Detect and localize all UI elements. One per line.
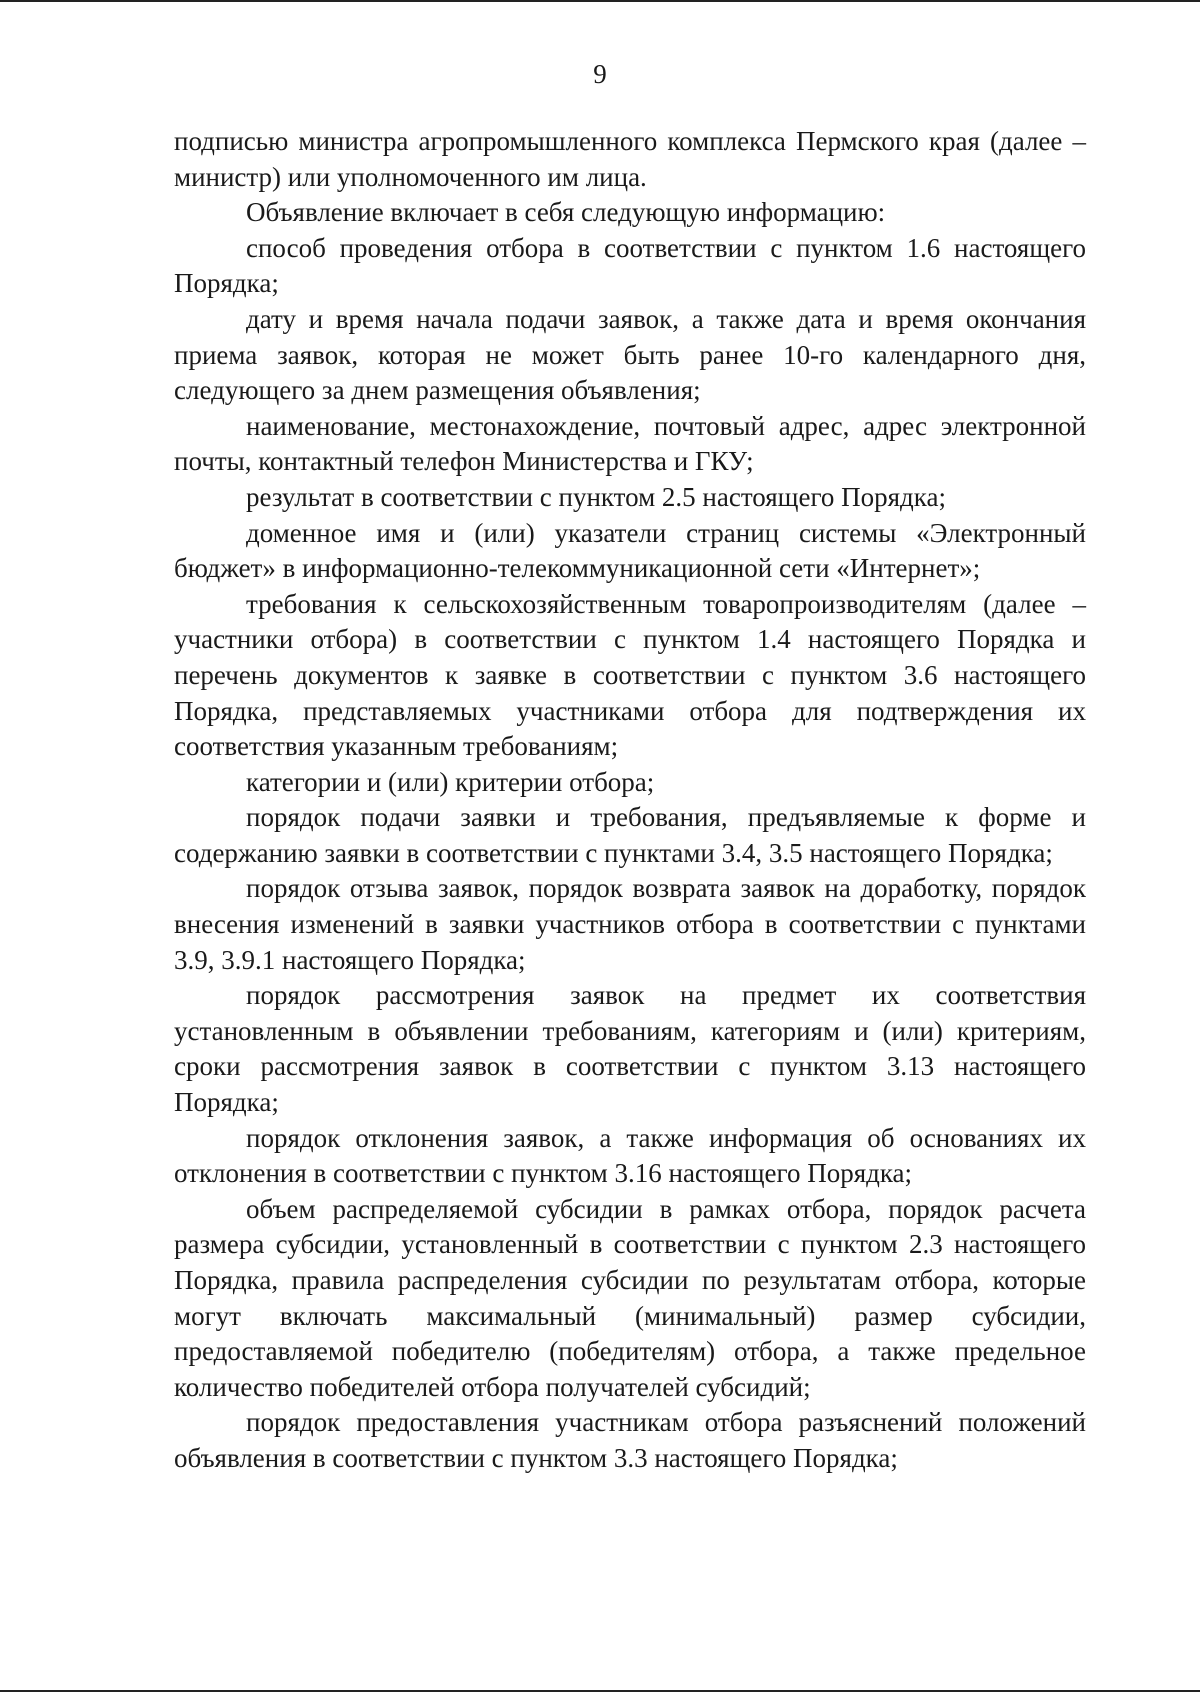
paragraph-1: подписью министра агропромышленного комплекса Пермского края (далее – министр) или уполномоченного им лица. <box>174 126 1086 192</box>
paragraph-8: требования к сельскохозяйственным товаропроизводителям (далее – участники отбора) в соответствии с пунктом 1.4 настоящего Порядка и перечень документов к заявке в соответствии с пунктом 3.6 настоящего Порядка, представляемых участниками отбора для подтверждения их соответствия указанным требованиям; <box>174 588 1086 762</box>
paragraph-13: порядок отклонения заявок, а также информация об основаниях их отклонения в соответствии с пунктом 3.16 настоящего Порядка; <box>174 1122 1086 1189</box>
paragraph-2: Объявление включает в себя следующую информацию: <box>246 197 886 228</box>
scan-bottom-edge <box>0 1690 1200 1692</box>
paragraph-9: категории и (или) критерии отбора; <box>246 766 655 797</box>
document-body <box>174 124 1086 1477</box>
paragraph-7: доменное имя и (или) указатели страниц системы «Электронный бюджет» в информационно-телекоммуникационной сети «Интернет»; <box>174 517 1086 584</box>
paragraph-11: порядок отзыва заявок, порядок возврата заявок на доработку, порядок внесения изменений в заявки участников отбора в соответствии с пунктами 3.9, 3.9.1 настоящего Порядка; <box>174 873 1086 975</box>
paragraph-3: способ проведения отбора в соответствии с пунктом 1.6 настоящего Порядка; <box>174 232 1086 299</box>
paragraph-6: результат в соответствии с пунктом 2.5 настоящего Порядка; <box>246 481 946 512</box>
paragraph-12: порядок рассмотрения заявок на предмет их соответствия установленным в объявлении требованиям, категориям и (или) критериям, сроки рассмотрения заявок в соответствии с пунктом 3.13 настоящего Порядка; <box>174 980 1086 1118</box>
paragraph-14: объем распределяемой субсидии в рамках отбора, порядок расчета размера субсидии, установленный в соответствии с пунктом 2.3 настоящего Порядка, правила распределения субсидии по результатам отбора, которые могут включать максимальный (минимальный) размер субсидии, предоставляемой победителю (победителям) отбора, а также предельное количество победителей отбора получателей субсидий; <box>174 1193 1086 1402</box>
scan-top-edge <box>0 0 1200 2</box>
paragraph-4: дату и время начала подачи заявок, а также дата и время окончания приема заявок, которая не может быть ранее 10-го календарного дня, следующего за днем размещения объявления; <box>174 303 1086 406</box>
paragraph-15: порядок предоставления участникам отбора разъяснений положений объявления в соответствии с пунктом 3.3 настоящего Порядка; <box>174 1407 1086 1473</box>
page-number: 9 <box>593 59 607 89</box>
paragraph-5: наименование, местонахождение, почтовый адрес, адрес электронной почты, контактный телефон Министерства и ГКУ; <box>174 410 1086 477</box>
paragraph-10: порядок подачи заявки и требования, предъявляемые к форме и содержанию заявки в соответствии с пунктами 3.4, 3.5 настоящего Порядка; <box>174 802 1086 868</box>
